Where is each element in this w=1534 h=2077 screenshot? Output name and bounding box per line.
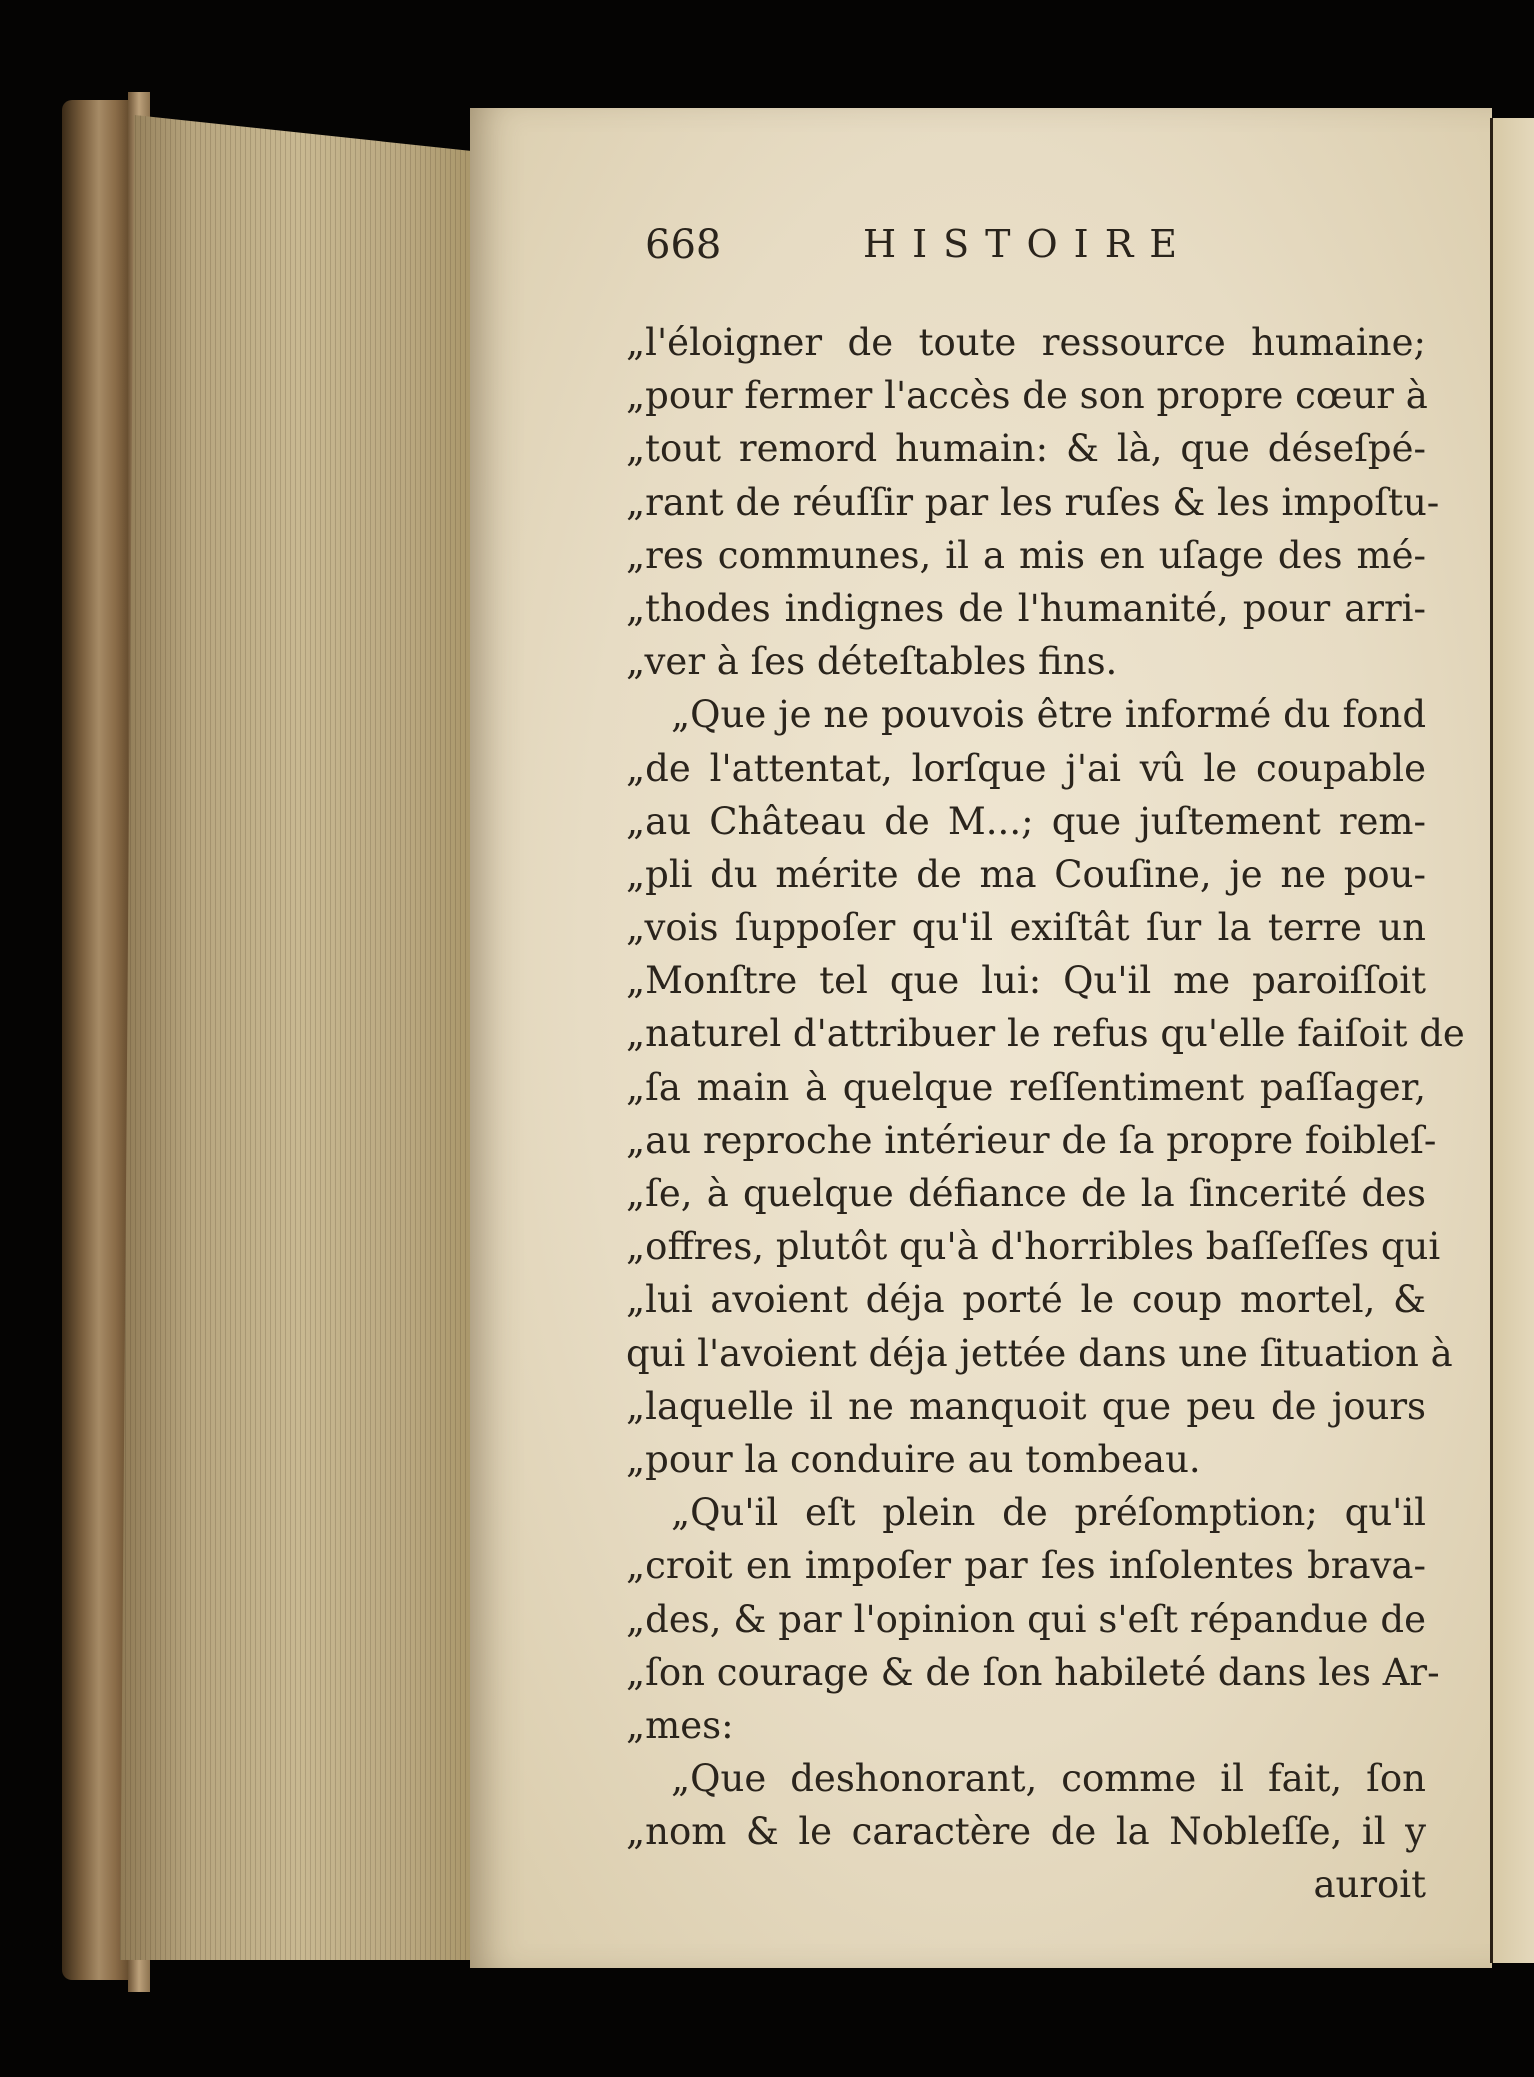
- text-line: „des, & par l'opinion qui s'eſt répandue de: [626, 1597, 1426, 1641]
- text-line: „ver à ſes déteſtables fins.: [626, 640, 1118, 684]
- text-line: „au reproche intérieur de ſa propre foibleſ-: [626, 1118, 1437, 1162]
- running-title: HISTOIRE: [863, 222, 1194, 266]
- page-edges: [120, 115, 480, 1960]
- text-line: „laquelle il ne manquoit que peu de jours: [626, 1384, 1426, 1428]
- running-head: [645, 222, 1405, 272]
- text-line: „Qu'il eſt plein de préſomption; qu'il: [671, 1491, 1426, 1535]
- text-line: „au Château de M...; que juſtement rem-: [626, 799, 1426, 843]
- text-line: „pour fermer l'accès de son propre cœur à: [626, 374, 1428, 418]
- text-line: „thodes indignes de l'humanité, pour arri-: [626, 586, 1426, 630]
- text-line: „l'éloigner de toute ressource humaine;: [626, 321, 1426, 364]
- text-line: auroit: [1313, 1863, 1426, 1907]
- facing-page-edge: [1490, 118, 1534, 1963]
- text-line: „Monſtre tel que lui: Qu'il me paroiſſoit: [626, 959, 1426, 1003]
- body-text: [626, 316, 1465, 1912]
- text-line: qui l'avoient déja jettée dans une ſituation à: [626, 1331, 1453, 1375]
- text-line: „naturel d'attribuer le refus qu'elle faiſoit de: [626, 1012, 1465, 1056]
- text-line: „tout remord humain: & là, que déseſpé-: [626, 427, 1426, 471]
- text-line: „nom & le caractère de la Nobleſſe, il y: [626, 1810, 1426, 1854]
- text-line: „ſa main à quelque reſſentiment paſſager,: [626, 1065, 1426, 1109]
- text-line: „Que deshonorant, comme il fait, ſon: [671, 1757, 1426, 1801]
- text-line: „ſon courage & de ſon habileté dans les Ar-: [626, 1650, 1440, 1694]
- text-line: „offres, plutôt qu'à d'horribles baſſeſſes qui: [626, 1225, 1441, 1269]
- text-line: „croit en impoſer par ſes inſolentes brava-: [626, 1544, 1426, 1588]
- text-line: „vois ſuppoſer qu'il exiſtât ſur la terre un: [626, 906, 1426, 950]
- text-line: „pli du mérite de ma Couſine, je ne pou-: [626, 852, 1426, 896]
- text-line: „rant de réuſſir par les ruſes & les impoſtu-: [626, 480, 1440, 524]
- text-line: „lui avoient déja porté le coup mortel, &: [626, 1278, 1426, 1322]
- text-line: „pour la conduire au tombeau.: [626, 1437, 1201, 1481]
- text-line: „res communes, il a mis en uſage des mé-: [626, 533, 1426, 577]
- text-line: „de l'attentat, lorſque j'ai vû le coupable: [626, 746, 1426, 790]
- text-line: „Que je ne pouvois être informé du fond: [671, 693, 1426, 737]
- text-line: „ſe, à quelque défiance de la ſincerité des: [626, 1172, 1426, 1215]
- text-line: „mes:: [626, 1703, 734, 1747]
- page-number: 668: [645, 222, 722, 268]
